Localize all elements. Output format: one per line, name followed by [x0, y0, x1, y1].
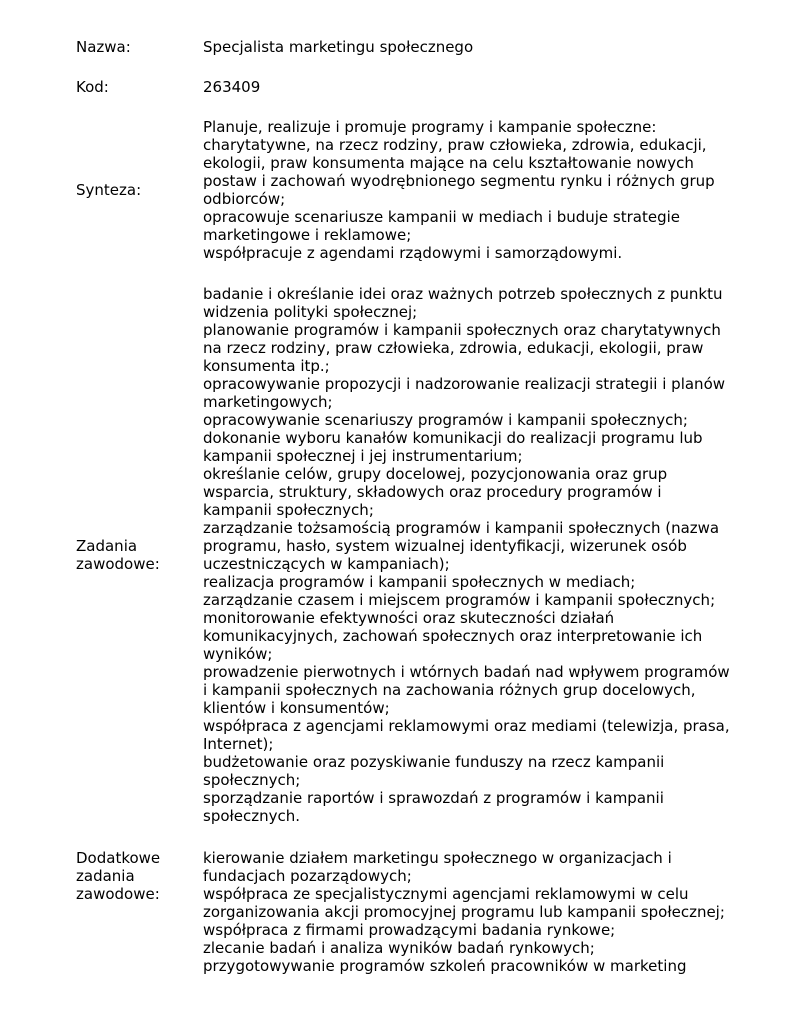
zadania-line: marketingowych;: [203, 393, 333, 411]
zadania-line: planowanie programów i kampanii społecznych oraz charytatywnych: [203, 321, 721, 339]
zadania-line: Internet);: [203, 735, 274, 753]
synteza-line: ekologii, praw konsumenta mające na celu kształtowanie nowych: [203, 154, 694, 172]
synteza-line: współpracuje z agendami rządowymi i samorządowymi.: [203, 244, 623, 262]
value-nazwa: Specjalista marketingu społecznego: [203, 38, 474, 56]
dodatkowe-line: kierowanie działem marketingu społecznego w organizacjach i: [203, 849, 672, 867]
zadania-line: opracowywanie scenariuszy programów i kampanii społecznych;: [203, 411, 688, 429]
dodatkowe-line: przygotowywanie programów szkoleń pracowników w marketing: [203, 957, 687, 975]
zadania-line: konsumenta itp.;: [203, 357, 330, 375]
synteza-line: postaw i zachowań wyodrębnionego segmentu rynku i różnych grup: [203, 172, 715, 190]
zadania-line: widzenia polityki społecznej;: [203, 303, 418, 321]
zadania-line: dokonanie wyboru kanałów komunikacji do realizacji programu lub: [203, 429, 703, 447]
zadania-line: opracowywanie propozycji i nadzorowanie realizacji strategii i planów: [203, 375, 726, 393]
zadania-line: zarządzanie tożsamością programów i kampanii społecznych (nazwa: [203, 519, 720, 537]
zadania-line: realizacja programów i kampanii społecznych w mediach;: [203, 573, 636, 591]
value-synteza: [203, 118, 766, 262]
value-zadania: [203, 285, 766, 825]
synteza-line: charytatywne, na rzecz rodziny, praw człowieka, zdrowia, edukacji,: [203, 136, 707, 154]
zadania-line: społecznych.: [203, 807, 301, 825]
zadania-line: wyników;: [203, 645, 273, 663]
label-zadania: Zadania zawodowe:: [76, 537, 160, 573]
zadania-line: programu, hasło, system wizualnej identyfikacji, wizerunek osób: [203, 537, 687, 555]
synteza-line: Planuje, realizuje i promuje programy i kampanie społeczne:: [203, 118, 657, 136]
zadania-line: zarządzanie czasem i miejscem programów i kampanii społecznych;: [203, 591, 716, 609]
zadania-line: i kampanii społecznych na zachowania różnych grup docelowych,: [203, 681, 696, 699]
dodatkowe-line: współpraca z firmami prowadzącymi badania rynkowe;: [203, 921, 616, 939]
label-synteza: Synteza:: [76, 181, 142, 199]
label-kod: Kod:: [76, 78, 109, 96]
zadania-line: na rzecz rodziny, praw człowieka, zdrowia, edukacji, ekologii, praw: [203, 339, 704, 357]
zadania-line: określanie celów, grupy docelowej, pozycjonowania oraz grup: [203, 465, 668, 483]
zadania-line: komunikacyjnych, zachowań społecznych oraz interpretowanie ich: [203, 627, 703, 645]
dodatkowe-line: zlecanie badań i analiza wyników badań rynkowych;: [203, 939, 595, 957]
field-zadania: [76, 285, 766, 825]
label-dodatkowe: Dodatkowe zadania zawodowe:: [76, 849, 161, 903]
field-synteza: [76, 118, 766, 262]
zadania-line: prowadzenie pierwotnych i wtórnych badań nad wpływem programów: [203, 663, 730, 681]
synteza-line: odbiorców;: [203, 190, 286, 208]
field-kod: [76, 78, 766, 96]
zadania-line: badanie i określanie idei oraz ważnych potrzeb społecznych z punktu: [203, 285, 723, 303]
zadania-line: monitorowanie efektywności oraz skuteczności działań: [203, 609, 615, 627]
zadania-line: budżetowanie oraz pozyskiwanie funduszy na rzecz kampanii: [203, 753, 665, 771]
field-dodatkowe: [76, 849, 766, 975]
zadania-line: klientów i konsumentów;: [203, 699, 390, 717]
dodatkowe-line: współpraca ze specjalistycznymi agencjami reklamowymi w celu: [203, 885, 689, 903]
zadania-line: kampanii społecznych;: [203, 501, 374, 519]
value-kod: 263409: [203, 78, 261, 96]
zadania-line: wsparcia, struktury, składowych oraz procedury programów i: [203, 483, 662, 501]
value-dodatkowe: [203, 849, 766, 975]
dodatkowe-line: zorganizowania akcji promocyjnej programu lub kampanii społecznej;: [203, 903, 725, 921]
synteza-line: marketingowe i reklamowe;: [203, 226, 412, 244]
zadania-line: sporządzanie raportów i sprawozdań z programów i kampanii: [203, 789, 664, 807]
dodatkowe-line: fundacjach pozarządowych;: [203, 867, 412, 885]
zadania-line: współpraca z agencjami reklamowymi oraz mediami (telewizja, prasa,: [203, 717, 730, 735]
zadania-line: społecznych;: [203, 771, 301, 789]
field-nazwa: [76, 38, 766, 56]
label-nazwa: Nazwa:: [76, 38, 131, 56]
zadania-line: kampanii społecznej i jej instrumentarium;: [203, 447, 523, 465]
synteza-line: opracowuje scenariusze kampanii w mediach i buduje strategie: [203, 208, 681, 226]
zadania-line: uczestniczących w kampaniach);: [203, 555, 450, 573]
